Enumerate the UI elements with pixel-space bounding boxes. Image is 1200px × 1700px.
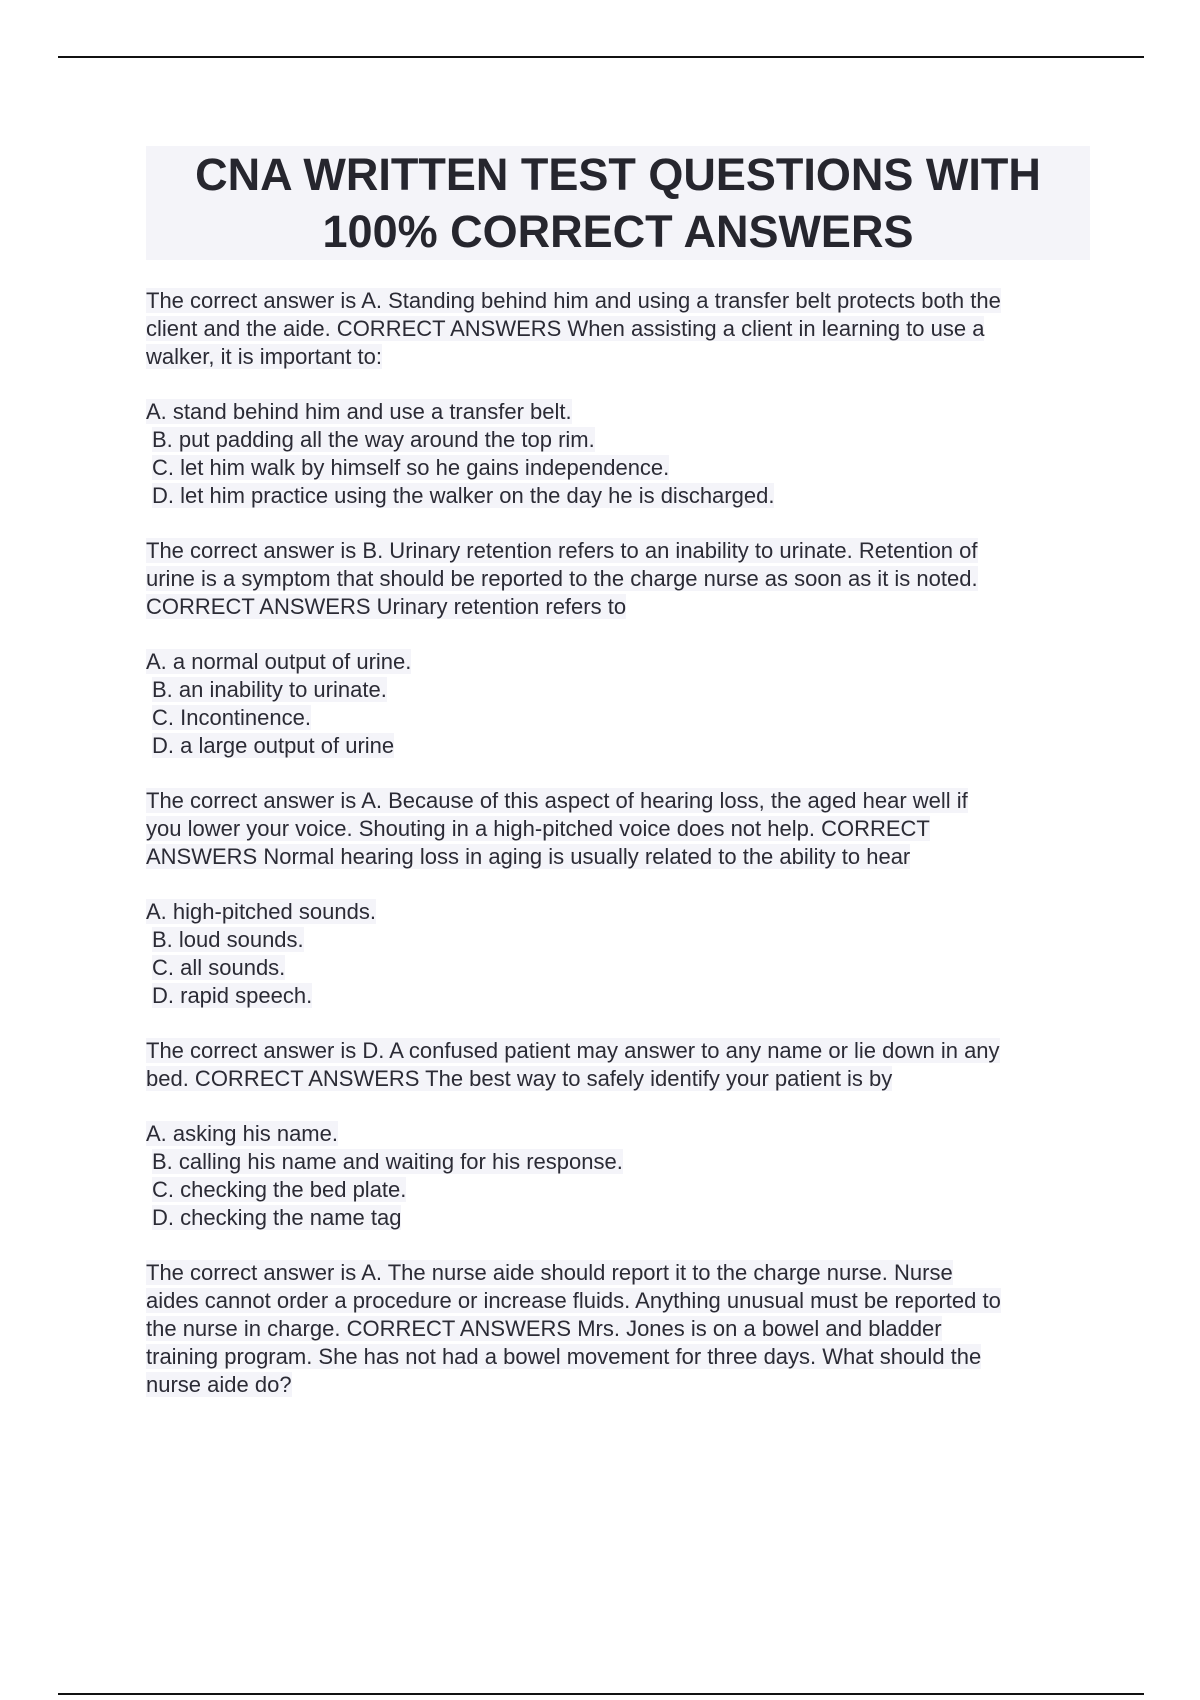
answer-explanation bbox=[146, 1259, 1090, 1399]
answer-explanation bbox=[146, 1037, 1090, 1093]
option-c: C. all sounds. bbox=[152, 955, 286, 980]
option-b: B. calling his name and waiting for his response. bbox=[152, 1149, 623, 1174]
option-a: A. high-pitched sounds. bbox=[146, 899, 376, 924]
option-c: C. let him walk by himself so he gains independence. bbox=[152, 455, 670, 480]
text-line: ANSWERS Normal hearing loss in aging is usually related to the ability to hear bbox=[146, 844, 911, 869]
document-body bbox=[146, 146, 1090, 1426]
option-a: A. stand behind him and use a transfer belt. bbox=[146, 399, 572, 424]
document-title bbox=[146, 146, 1090, 260]
option-a: A. asking his name. bbox=[146, 1121, 338, 1146]
text-line: CORRECT ANSWERS Urinary retention refers to bbox=[146, 594, 627, 619]
option-d: D. rapid speech. bbox=[152, 983, 313, 1008]
footer-rule bbox=[58, 1693, 1144, 1695]
option-c: C. Incontinence. bbox=[152, 705, 311, 730]
option-b: B. loud sounds. bbox=[152, 927, 304, 952]
option-c: C. checking the bed plate. bbox=[152, 1177, 407, 1202]
text-line: the nurse in charge. CORRECT ANSWERS Mrs. Jones is on a bowel and bladder bbox=[146, 1316, 942, 1341]
title-line-2: 100% CORRECT ANSWERS bbox=[322, 206, 914, 257]
option-b: B. an inability to urinate. bbox=[152, 677, 387, 702]
text-line: The correct answer is D. A confused patient may answer to any name or lie down in any bbox=[146, 1038, 1000, 1063]
answer-explanation bbox=[146, 537, 1090, 621]
answer-options bbox=[146, 1120, 1090, 1232]
title-line-1: CNA WRITTEN TEST QUESTIONS WITH bbox=[195, 149, 1041, 200]
text-line: The correct answer is A. Because of this aspect of hearing loss, the aged hear well if bbox=[146, 788, 968, 813]
text-line: you lower your voice. Shouting in a high-pitched voice does not help. CORRECT bbox=[146, 816, 930, 841]
option-a: A. a normal output of urine. bbox=[146, 649, 412, 674]
text-line: training program. She has not had a bowel movement for three days. What should the bbox=[146, 1344, 982, 1369]
text-line: walker, it is important to: bbox=[146, 344, 382, 369]
answer-explanation bbox=[146, 787, 1090, 871]
answer-options bbox=[146, 898, 1090, 1010]
text-line: urine is a symptom that should be reported to the charge nurse as soon as it is noted. bbox=[146, 566, 978, 591]
text-line: The correct answer is B. Urinary retention refers to an inability to urinate. Retention of bbox=[146, 538, 978, 563]
option-b: B. put padding all the way around the top rim. bbox=[152, 427, 595, 452]
text-line: The correct answer is A. The nurse aide should report it to the charge nurse. Nurse bbox=[146, 1260, 953, 1285]
text-line: client and the aide. CORRECT ANSWERS When assisting a client in learning to use a bbox=[146, 316, 985, 341]
text-line: nurse aide do? bbox=[146, 1372, 292, 1397]
answer-explanation bbox=[146, 287, 1090, 371]
answer-options bbox=[146, 648, 1090, 760]
option-d: D. a large output of urine bbox=[152, 733, 395, 758]
text-line: bed. CORRECT ANSWERS The best way to safely identify your patient is by bbox=[146, 1066, 893, 1091]
option-d: D. checking the name tag bbox=[152, 1205, 402, 1230]
option-d: D. let him practice using the walker on the day he is discharged. bbox=[152, 483, 775, 508]
text-line: aides cannot order a procedure or increase fluids. Anything unusual must be reported to bbox=[146, 1288, 1001, 1313]
text-line: The correct answer is A. Standing behind him and using a transfer belt protects both the bbox=[146, 288, 1001, 313]
header-rule bbox=[58, 56, 1144, 58]
answer-options bbox=[146, 398, 1090, 510]
